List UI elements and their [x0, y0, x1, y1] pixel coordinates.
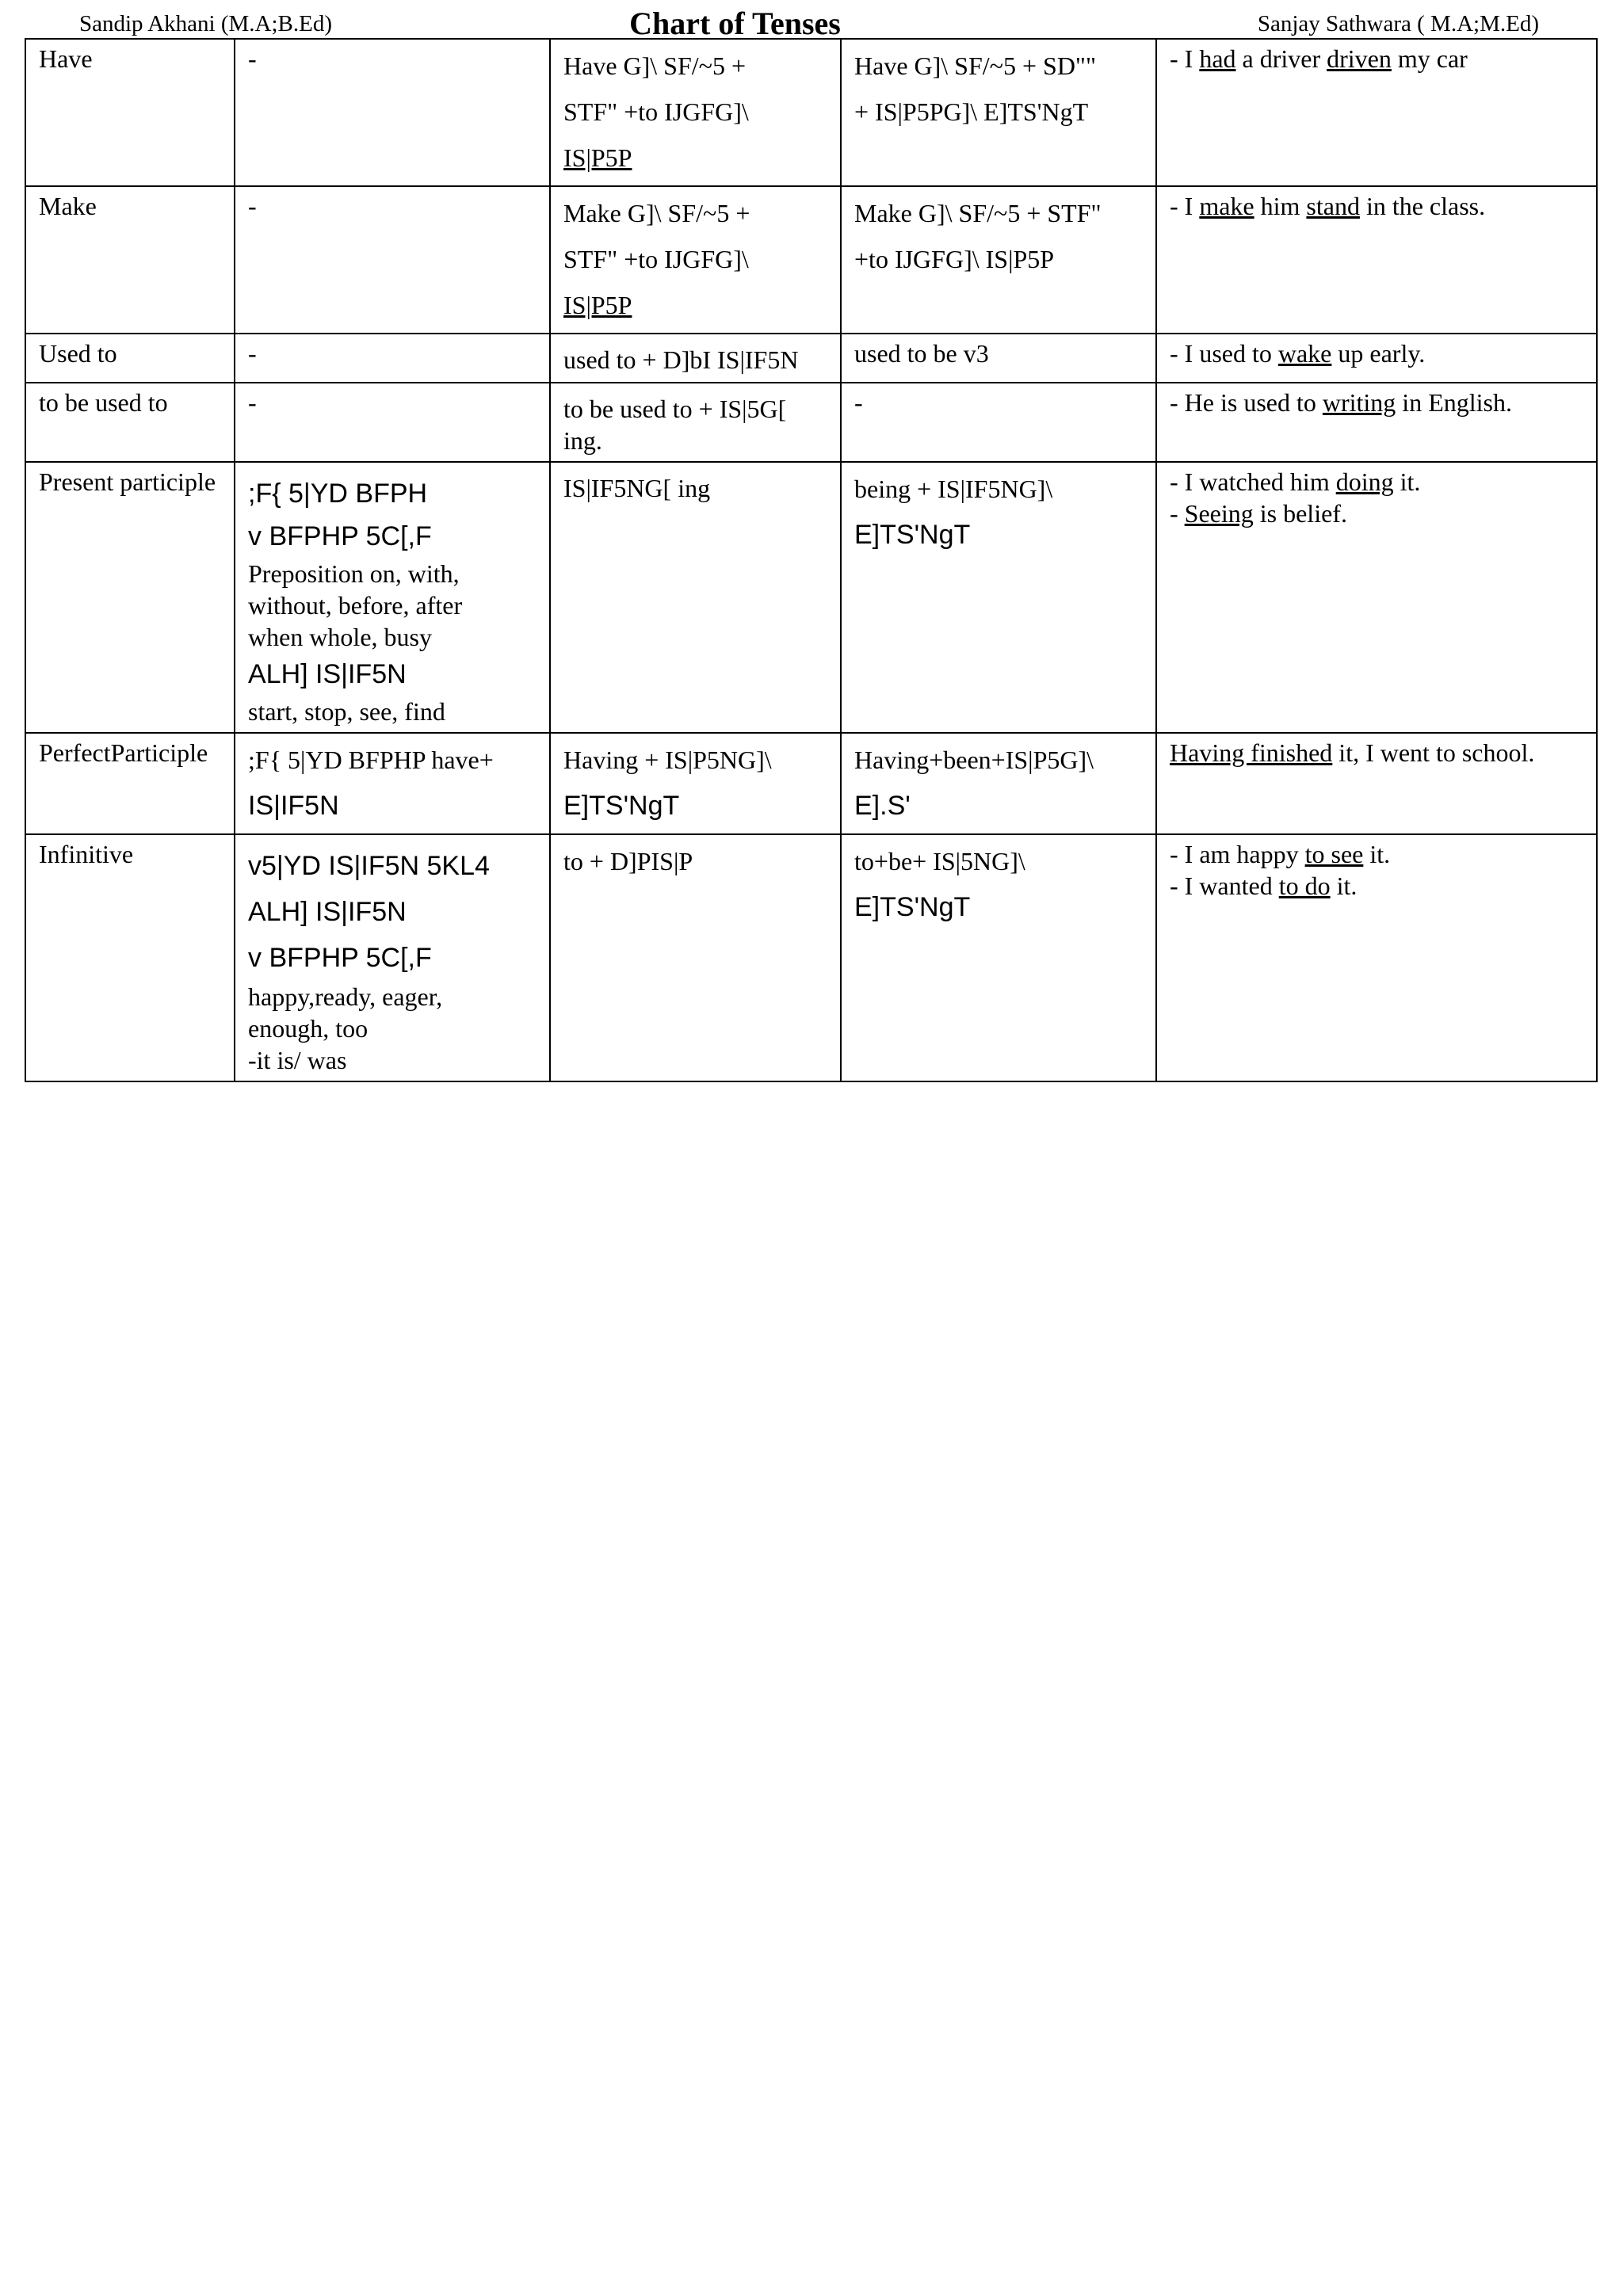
active-text: Have G]\ SF/~5 + — [563, 51, 747, 80]
usage-cell — [235, 383, 550, 462]
usage-line: enough, too — [248, 1014, 369, 1043]
passive-line: - — [854, 388, 863, 417]
row-name: Used to — [39, 339, 117, 368]
row-name-cell — [25, 186, 235, 334]
active-line: STF" +to IJGFG]\ — [563, 245, 749, 273]
usage-line: - — [248, 192, 257, 220]
table-row — [25, 39, 1597, 186]
example-line: - He is used to writing in English. — [1170, 388, 1512, 417]
usage-line: without, before, after — [248, 591, 463, 620]
passive-line: used to be v3 — [854, 339, 989, 368]
usage-cell — [235, 733, 550, 834]
active-cell — [550, 733, 841, 834]
active-text: IS|P5P — [563, 143, 632, 172]
active-line — [563, 135, 827, 181]
active-line — [563, 43, 827, 89]
example-line: - I had a driver driven my car — [1170, 44, 1468, 73]
active-line: ing. — [563, 426, 602, 455]
active-line: IS|IF5NG[ ing — [563, 474, 711, 502]
passive-line: + IS|P5PG]\ E]TS'NgT — [854, 97, 1089, 126]
usage-cell — [235, 834, 550, 1081]
passive-cell — [841, 334, 1156, 383]
row-name-cell — [25, 383, 235, 462]
row-name-cell — [25, 834, 235, 1081]
usage-cell — [235, 39, 550, 186]
passive-line: E].S' — [854, 791, 911, 821]
active-cell — [550, 462, 841, 733]
row-name: Present participle — [39, 467, 216, 496]
passive-cell — [841, 383, 1156, 462]
active-cell — [550, 834, 841, 1081]
usage-cell — [235, 334, 550, 383]
active-cell — [550, 39, 841, 186]
row-name-cell — [25, 39, 235, 186]
example-cell — [1156, 334, 1597, 383]
active-line — [563, 89, 827, 135]
example-cell — [1156, 834, 1597, 1081]
active-line: IS|P5P — [563, 291, 632, 319]
example-line: - I wanted to do it. — [1170, 871, 1358, 900]
usage-line: v BFPHP 5C[,F — [248, 521, 432, 551]
active-line: to + D]PIS|P — [563, 847, 693, 875]
usage-line: ;F{ 5|YD BFPH — [248, 479, 428, 509]
passive-line: +to IJGFG]\ IS|P5P — [854, 245, 1055, 273]
row-name: Have — [39, 44, 93, 73]
example-line: - Seeing is belief. — [1170, 499, 1347, 528]
example-line: - I used to wake up early. — [1170, 339, 1426, 368]
usage-line: start, stop, see, find — [248, 697, 445, 726]
passive-line: Make G]\ SF/~5 + STF" — [854, 199, 1102, 227]
passive-line: being + IS|IF5NG]\ — [854, 475, 1053, 503]
active-line: Having + IS|P5NG]\ — [563, 746, 772, 774]
usage-line: ALH] IS|IF5N — [248, 897, 407, 927]
usage-line: - — [248, 388, 257, 417]
usage-line: IS|IF5N — [248, 791, 339, 821]
row-name: Infinitive — [39, 840, 134, 868]
row-name: PerfectParticiple — [39, 738, 208, 767]
usage-line: -it is/ was — [248, 1046, 347, 1074]
example-line: - I watched him doing it. — [1170, 467, 1421, 496]
passive-line: E]TS'NgT — [854, 520, 971, 550]
usage-line: ;F{ 5|YD BFPHP have+ — [248, 746, 494, 774]
row-name-cell — [25, 733, 235, 834]
table-row — [25, 733, 1597, 834]
page-title: Chart of Tenses — [629, 6, 841, 41]
passive-line: Having+been+IS|P5G]\ — [854, 746, 1094, 774]
usage-line: when whole, busy — [248, 623, 432, 651]
active-line: to be used to + IS|5G[ — [563, 395, 787, 423]
example-line: Having finished it, I went to school. — [1170, 738, 1535, 767]
passive-cell — [841, 186, 1156, 334]
passive-line: E]TS'NgT — [854, 892, 971, 922]
row-name-cell — [25, 462, 235, 733]
example-line: - I am happy to see it. — [1170, 840, 1391, 868]
table-row — [25, 334, 1597, 383]
table-row — [25, 383, 1597, 462]
active-line: used to + D]bI IS|IF5N — [563, 345, 799, 374]
table-row — [25, 834, 1597, 1081]
usage-cell — [235, 462, 550, 733]
table-row — [25, 186, 1597, 334]
example-cell — [1156, 39, 1597, 186]
active-text: STF" +to IJGFG]\ — [563, 97, 749, 126]
usage-line: Preposition on, with, — [248, 559, 460, 588]
active-line: E]TS'NgT — [563, 791, 680, 821]
author-right: Sanjay Sathwara ( M.A;M.Ed) — [1257, 11, 1539, 36]
table-row — [25, 462, 1597, 733]
active-cell — [550, 186, 841, 334]
active-cell — [550, 383, 841, 462]
usage-line: happy,ready, eager, — [248, 982, 443, 1011]
example-line: - I make him stand in the class. — [1170, 192, 1486, 220]
usage-line: ALH] IS|IF5N — [248, 659, 407, 689]
passive-cell — [841, 733, 1156, 834]
active-cell — [550, 334, 841, 383]
usage-cell — [235, 186, 550, 334]
usage-line: v BFPHP 5C[,F — [248, 943, 432, 973]
example-cell — [1156, 186, 1597, 334]
author-left: Sandip Akhani (M.A;B.Ed) — [79, 11, 332, 36]
passive-cell — [841, 462, 1156, 733]
usage-line: - — [248, 339, 257, 368]
row-name: Make — [39, 192, 97, 220]
passive-cell — [841, 834, 1156, 1081]
example-cell — [1156, 462, 1597, 733]
passive-line: to+be+ IS|5NG]\ — [854, 847, 1025, 875]
example-cell — [1156, 383, 1597, 462]
passive-cell — [841, 39, 1156, 186]
passive-line: Have G]\ SF/~5 + SD"" — [854, 51, 1097, 80]
row-name: to be used to — [39, 388, 168, 417]
page-header — [0, 5, 1623, 40]
usage-line: v5|YD IS|IF5N 5KL4 — [248, 851, 490, 881]
row-name-cell — [25, 334, 235, 383]
usage-line: - — [248, 44, 257, 73]
tense-chart-table — [25, 38, 1598, 1082]
active-line: Make G]\ SF/~5 + — [563, 199, 750, 227]
example-cell — [1156, 733, 1597, 834]
